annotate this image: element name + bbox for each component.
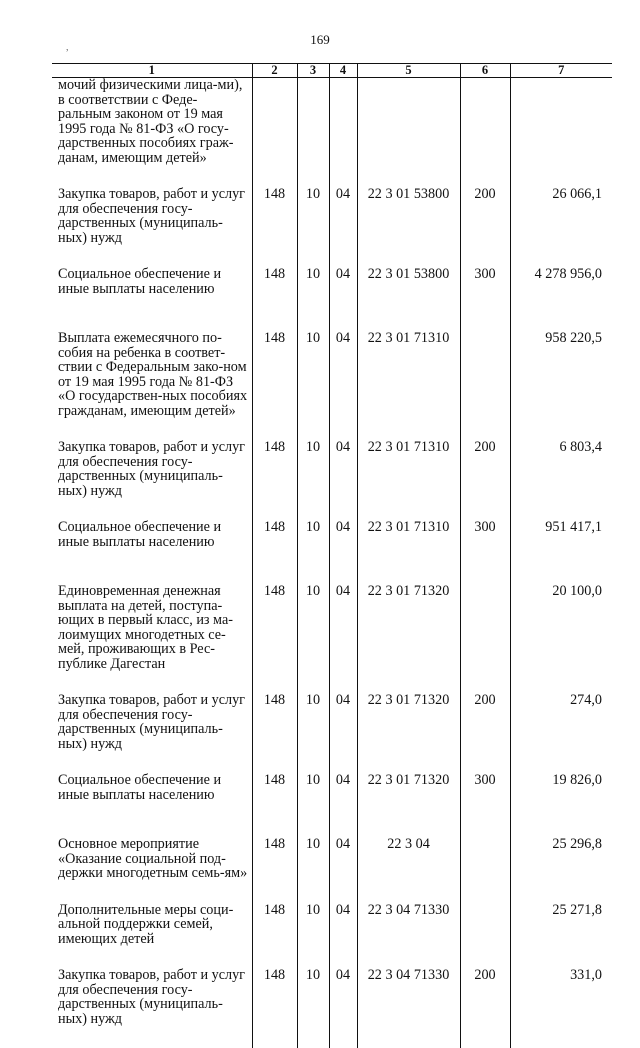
code-3-cell <box>297 693 329 773</box>
code-3-text: 10 <box>305 330 321 346</box>
description-cell <box>52 584 252 693</box>
description-cell <box>52 440 252 520</box>
code-3-cell <box>297 78 329 188</box>
code-5-text: 22 3 04 <box>387 836 430 852</box>
code-4-cell <box>329 773 357 837</box>
description-text: Закупка товаров, работ и услуг для обеспечения госу-дарственных (муниципаль-ных) нужд <box>58 439 245 499</box>
description-text: Социальное обеспечение и иные выплаты населению <box>58 772 222 803</box>
code-2-text: 148 <box>263 186 286 202</box>
code-3-text: 10 <box>305 186 321 202</box>
code-3-cell <box>297 440 329 520</box>
description-text: Основное мероприятие «Оказание социальной под-держки многодетным семь-ям» <box>58 836 248 881</box>
code-3-cell <box>297 903 329 969</box>
code-4-cell <box>329 837 357 903</box>
code-3-text: 10 <box>305 266 321 282</box>
table-row <box>52 267 612 331</box>
code-4-text: 04 <box>335 330 351 346</box>
code-5-text: 22 3 04 71330 <box>367 967 450 983</box>
column-header: 6 <box>460 64 510 78</box>
code-4-cell <box>329 187 357 267</box>
column-header: 3 <box>297 64 329 78</box>
description-cell <box>52 78 252 188</box>
description-cell <box>52 520 252 584</box>
amount-text: 26 066,1 <box>552 186 602 202</box>
table-row <box>52 78 612 188</box>
code-5-text: 22 3 04 71330 <box>367 901 450 918</box>
code-4-cell <box>329 78 357 188</box>
code-3-text: 10 <box>305 967 321 983</box>
code-5-text: 22 3 01 53800 <box>367 186 450 202</box>
code-6-cell <box>460 187 510 267</box>
code-4-cell <box>329 903 357 969</box>
description-text: Дополнительные меры соци-альной поддержки семей, имеющих детей <box>58 901 234 947</box>
table-row <box>52 773 612 837</box>
code-4-text: 04 <box>335 901 351 918</box>
code-2-text: 148 <box>263 330 286 346</box>
code-5-cell <box>357 773 460 837</box>
column-header: 1 <box>52 64 252 78</box>
code-3-text: 10 <box>305 901 321 918</box>
description-text: Выплата ежемесячного по-собия на ребенка в соответ-ствии с Федеральным зако-ном от 19 мая 1995 года № 81-ФЗ «О государствен-ных пособиях гражданам, имеющим детей» <box>58 330 248 419</box>
code-2-cell <box>252 837 297 903</box>
description-text: Социальное обеспечение и иные выплаты населению <box>58 266 222 297</box>
amount-cell <box>510 440 612 520</box>
amount-text: 951 417,1 <box>545 519 602 535</box>
code-6-text: 200 <box>474 692 496 708</box>
amount-cell <box>510 903 612 969</box>
amount-text: 274,0 <box>570 692 602 708</box>
description-cell <box>52 267 252 331</box>
code-3-cell <box>297 968 329 1048</box>
code-6-cell <box>460 903 510 969</box>
code-4-cell <box>329 693 357 773</box>
amount-cell <box>510 187 612 267</box>
column-header: 4 <box>329 64 357 78</box>
code-2-cell <box>252 331 297 440</box>
code-2-text: 148 <box>263 967 286 983</box>
amount-text: 25 296,8 <box>552 836 602 852</box>
code-2-cell <box>252 520 297 584</box>
column-header: 5 <box>357 64 460 78</box>
amount-text: 20 100,0 <box>552 583 602 599</box>
description-text: Социальное обеспечение и иные выплаты населению <box>58 519 222 550</box>
code-2-text: 148 <box>263 439 286 455</box>
table-row <box>52 584 612 693</box>
code-5-cell <box>357 187 460 267</box>
table-row <box>52 903 612 969</box>
code-5-cell <box>357 267 460 331</box>
code-4-text: 04 <box>335 519 351 535</box>
code-3-text: 10 <box>305 692 321 708</box>
code-4-text: 04 <box>335 836 351 852</box>
code-4-text: 04 <box>335 772 351 788</box>
description-cell <box>52 331 252 440</box>
code-2-cell <box>252 267 297 331</box>
code-2-text: 148 <box>263 772 286 788</box>
amount-cell <box>510 837 612 903</box>
code-5-cell <box>357 440 460 520</box>
code-2-cell <box>252 693 297 773</box>
code-6-cell <box>460 78 510 188</box>
code-6-text: 200 <box>474 967 496 983</box>
budget-table-frame <box>52 63 612 1027</box>
table-row <box>52 187 612 267</box>
code-5-text: 22 3 01 71310 <box>367 519 450 535</box>
code-2-text: 148 <box>263 836 286 852</box>
code-2-cell <box>252 584 297 693</box>
code-5-cell <box>357 584 460 693</box>
code-2-text: 148 <box>263 266 286 282</box>
amount-cell <box>510 78 612 188</box>
code-5-cell <box>357 837 460 903</box>
code-3-cell <box>297 187 329 267</box>
column-header: 7 <box>510 64 612 78</box>
table-row <box>52 837 612 903</box>
description-cell <box>52 968 252 1048</box>
table-row <box>52 331 612 440</box>
amount-text: 25 271,8 <box>552 901 602 918</box>
code-2-text: 148 <box>263 519 286 535</box>
table-row <box>52 693 612 773</box>
code-6-cell <box>460 520 510 584</box>
code-3-text: 10 <box>305 772 321 788</box>
code-4-text: 04 <box>335 583 351 599</box>
code-6-text: 200 <box>474 439 496 455</box>
code-3-text: 10 <box>305 439 321 455</box>
amount-text: 6 803,4 <box>559 439 602 455</box>
code-5-text: 22 3 01 71320 <box>367 692 450 708</box>
code-2-cell <box>252 773 297 837</box>
code-2-text: 148 <box>263 692 286 708</box>
code-6-cell <box>460 693 510 773</box>
code-3-text: 10 <box>305 583 321 599</box>
code-5-cell <box>357 331 460 440</box>
description-text: Единовременная денежная выплата на детей, поступа-ющих в первый класс, из ма-лоимущих многодетных се-мей, проживающих в Рес-публике Дагестан <box>58 583 233 672</box>
description-text: Закупка товаров, работ и услуг для обеспечения госу-дарственных (муниципаль-ных) нужд <box>58 967 245 1027</box>
amount-cell <box>510 520 612 584</box>
description-text: Закупка товаров, работ и услуг для обеспечения госу-дарственных (муниципаль-ных) нужд <box>58 186 245 246</box>
code-6-text: 300 <box>474 519 496 535</box>
code-5-cell <box>357 78 460 188</box>
code-2-cell <box>252 903 297 969</box>
amount-cell <box>510 584 612 693</box>
code-3-cell <box>297 267 329 331</box>
description-text: мочий физическими лица-ми), в соответствии с Феде-ральным законом от 19 мая 1995 года № 81-ФЗ «О госу-дарственных пособиях граж-данам, имеющим детей» <box>58 77 243 166</box>
description-cell <box>52 773 252 837</box>
code-3-cell <box>297 773 329 837</box>
table-row <box>52 968 612 1048</box>
code-4-cell <box>329 331 357 440</box>
amount-cell <box>510 331 612 440</box>
code-4-text: 04 <box>335 439 351 455</box>
code-6-cell <box>460 331 510 440</box>
code-6-cell <box>460 773 510 837</box>
amount-cell <box>510 693 612 773</box>
description-cell <box>52 693 252 773</box>
description-cell <box>52 903 252 969</box>
code-6-cell <box>460 267 510 331</box>
code-4-cell <box>329 584 357 693</box>
code-3-cell <box>297 331 329 440</box>
code-2-cell <box>252 78 297 188</box>
code-5-text: 22 3 01 71320 <box>367 772 450 788</box>
description-cell <box>52 187 252 267</box>
scan-mark: , <box>66 42 69 53</box>
code-3-text: 10 <box>305 836 321 852</box>
code-5-text: 22 3 01 71320 <box>367 583 450 599</box>
code-2-cell <box>252 968 297 1048</box>
code-5-cell <box>357 520 460 584</box>
code-3-text: 10 <box>305 519 321 535</box>
code-6-cell <box>460 440 510 520</box>
code-6-text: 300 <box>474 772 496 788</box>
code-3-cell <box>297 520 329 584</box>
table-row <box>52 440 612 520</box>
code-6-cell <box>460 968 510 1048</box>
code-4-text: 04 <box>335 186 351 202</box>
code-3-cell <box>297 584 329 693</box>
code-6-text: 300 <box>474 266 496 282</box>
code-4-text: 04 <box>335 266 351 282</box>
amount-text: 4 278 956,0 <box>534 266 602 282</box>
code-4-text: 04 <box>335 967 351 983</box>
column-header: 2 <box>252 64 297 78</box>
amount-cell <box>510 267 612 331</box>
description-text: Закупка товаров, работ и услуг для обеспечения госу-дарственных (муниципаль-ных) нужд <box>58 692 245 752</box>
code-4-text: 04 <box>335 692 351 708</box>
code-2-text: 148 <box>263 583 286 599</box>
budget-table <box>52 63 612 1048</box>
code-3-cell <box>297 837 329 903</box>
amount-text: 958 220,5 <box>545 330 602 346</box>
code-4-cell <box>329 440 357 520</box>
amount-cell <box>510 968 612 1048</box>
code-5-text: 22 3 01 53800 <box>367 266 450 282</box>
code-6-cell <box>460 584 510 693</box>
code-4-cell <box>329 968 357 1048</box>
page-number: 169 <box>310 32 330 47</box>
code-2-text: 148 <box>263 901 286 918</box>
amount-text: 331,0 <box>570 967 602 983</box>
code-6-text: 200 <box>474 186 496 202</box>
description-cell <box>52 837 252 903</box>
code-5-text: 22 3 01 71310 <box>367 439 450 455</box>
code-5-cell <box>357 968 460 1048</box>
code-2-cell <box>252 440 297 520</box>
code-5-text: 22 3 01 71310 <box>367 330 450 346</box>
code-2-cell <box>252 187 297 267</box>
code-6-cell <box>460 837 510 903</box>
amount-cell <box>510 773 612 837</box>
amount-text: 19 826,0 <box>552 772 602 788</box>
table-header-row <box>52 64 612 78</box>
code-4-cell <box>329 267 357 331</box>
code-5-cell <box>357 903 460 969</box>
table-row <box>52 520 612 584</box>
code-5-cell <box>357 693 460 773</box>
code-4-cell <box>329 520 357 584</box>
